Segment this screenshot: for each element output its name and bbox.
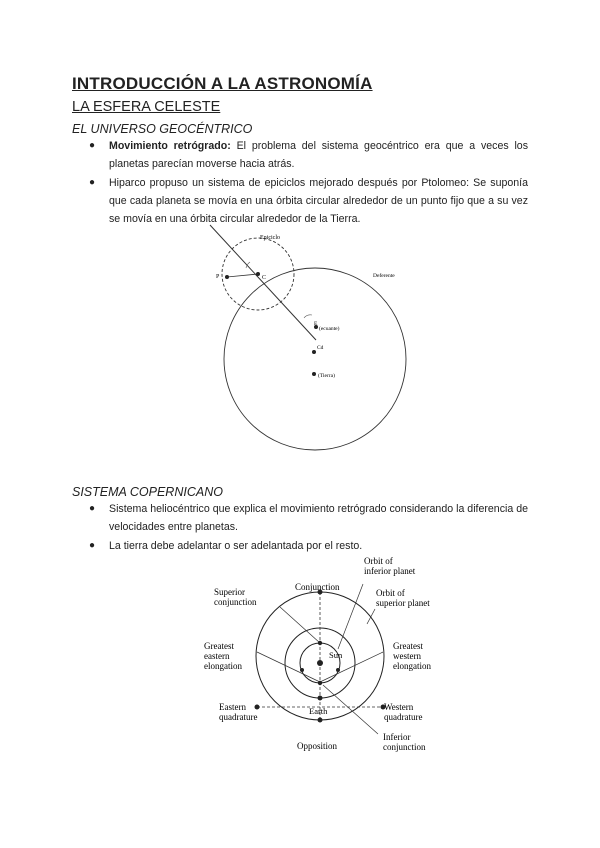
planet-dot (318, 641, 322, 645)
inner-orbit-pointer (338, 584, 363, 649)
planet-dot (318, 681, 322, 685)
earth-label: (Tierra) (318, 373, 335, 379)
bullet-text: El problema del sistema geocéntrico era que a veces los planetas parecían moverse hacia atrás. (109, 140, 528, 170)
earth-point (312, 372, 316, 376)
equant-label: (ecuante) (319, 326, 340, 332)
epicycle-diagram (190, 222, 430, 454)
orbit-superior-label: Orbit of superior planet (376, 588, 430, 608)
conj-pointer (280, 607, 320, 643)
planet-line (210, 225, 316, 340)
planet-dot (300, 668, 304, 672)
center-point (312, 350, 316, 354)
bullet-text: La tierra debe adelantar o ser adelantada por el resto. (109, 540, 363, 552)
planetary-configurations-diagram (195, 552, 445, 762)
geo-heading: EL UNIVERSO GEOCÉNTRICO (72, 122, 253, 136)
inferior-conj-pointer (323, 685, 378, 734)
greatest-eastern-label: Greatest eastern elongation (204, 641, 242, 671)
opposition-label: Opposition (297, 741, 338, 751)
deferent-label: Deferente (373, 273, 395, 279)
list-item (72, 137, 528, 173)
bullet-bold-text: Movimiento retrógrado: (109, 140, 231, 152)
earth-label: Earth (309, 706, 328, 716)
earth-icon (318, 696, 323, 701)
inferior-conjunction-label: Inferior conjunction (383, 732, 426, 752)
planet-dot (255, 705, 260, 710)
section-heading: LA ESFERA CELESTE (72, 99, 221, 115)
bullet-text: Hiparco propuso un sistema de epiciclos mejorado después por Ptolomeo: Se suponía que cada planeta se movía en una órbita circular alrededor de un punto fijo que a su vez se movía en una órbita circular alrededor de la Tierra. (109, 177, 528, 225)
epicycle-label: Epiciclo (260, 235, 280, 241)
center-label: Cd (317, 345, 324, 351)
cop-bullet-list (72, 500, 528, 556)
deferent-circle (224, 268, 406, 450)
greatest-western-label: Greatest western elongation (393, 641, 431, 671)
western-quadrature-label: Western quadrature (384, 702, 423, 722)
sun-label: Sun (329, 650, 343, 660)
geo-bullet-list (72, 137, 528, 229)
sun-icon (317, 660, 323, 666)
c-label: C (262, 275, 267, 281)
bullet-text: Sistema heliocéntrico que explica el movimiento retrógrado considerando la diferencia de velocidades entre planetas. (109, 503, 528, 533)
superior-conjunction-label: Superior conjunction (214, 587, 257, 607)
bullet-icon: ● (89, 540, 96, 551)
conjunction-label: Conjunction (295, 582, 340, 592)
planet-dot (318, 718, 323, 723)
angle-arc (304, 315, 312, 318)
planet-dot (336, 668, 340, 672)
c-point (256, 272, 260, 276)
bullet-icon: ● (89, 140, 96, 151)
epicycle-radius (227, 274, 258, 277)
list-item (72, 500, 528, 536)
bullet-icon: ● (89, 177, 96, 188)
list-item (72, 174, 528, 228)
orbit-inferior-label: Orbit of inferior planet (364, 556, 416, 576)
page-title: INTRODUCCIÓN A LA ASTRONOMÍA (72, 74, 373, 93)
p-label: P (216, 274, 220, 280)
bullet-icon: ● (89, 503, 96, 514)
e-label: E (314, 321, 318, 327)
p-point (225, 275, 229, 279)
eastern-quadrature-label: Eastern quadrature (219, 702, 258, 722)
superior-orbit (256, 592, 384, 720)
cop-heading: SISTEMA COPERNICANO (72, 485, 223, 499)
